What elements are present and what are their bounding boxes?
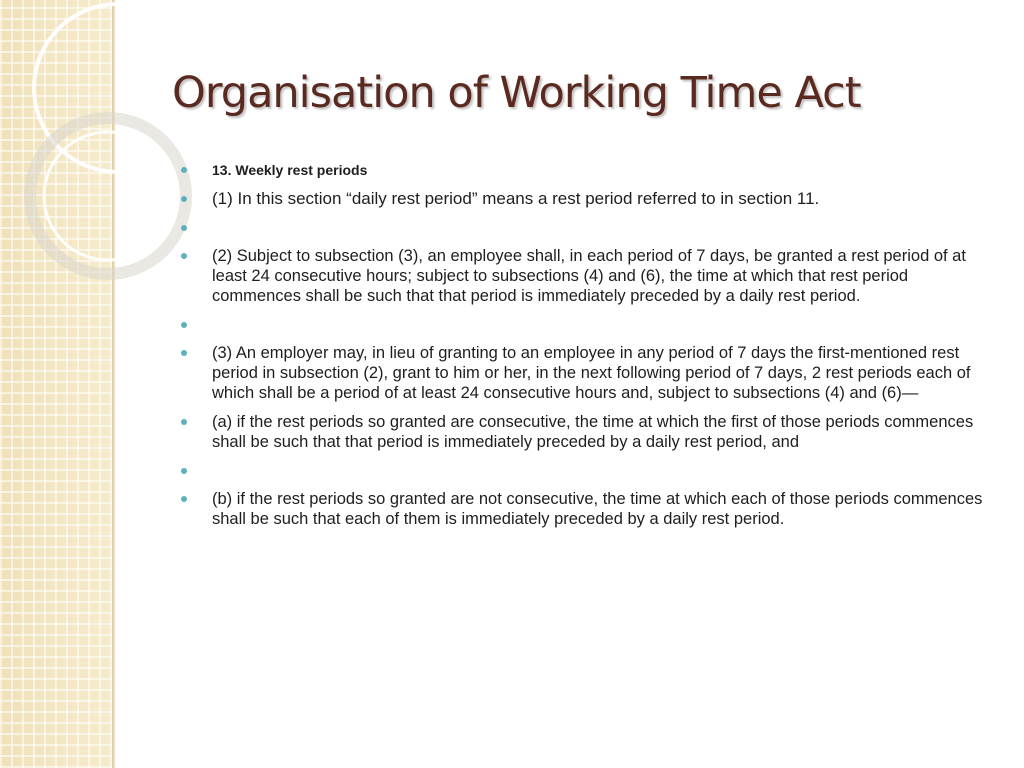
slide-title: Organisation of Working Time Act — [172, 68, 861, 118]
paragraph-b-text: (b) if the rest periods so granted are not consecutive, the time at which each of those periods commences shall be such that each of them is immediately preceded by a daily rest period. — [212, 490, 983, 528]
bullet-dot-icon — [181, 167, 187, 173]
list-item — [180, 343, 990, 403]
list-item — [180, 246, 990, 306]
bullet-dot-icon — [181, 253, 187, 259]
list-item — [180, 160, 990, 180]
paragraph-a-text: (a) if the rest periods so granted are consecutive, the time at which the first of those periods commences shall be such that that period is immediately preceded by a daily rest period, and — [212, 413, 974, 451]
list-item — [180, 189, 990, 209]
empty-list-item — [180, 218, 990, 238]
subsection-2-text: (2) Subject to subsection (3), an employee shall, in each period of 7 days, be granted a rest period of at least 24 consecutive hours; subject to subsections (4) and (6), the time at which that rest period commences shall be such that that period is immediately preceded by a daily rest period. — [212, 247, 966, 305]
subsection-3-text: (3) An employer may, in lieu of granting to an employee in any period of 7 days the first-mentioned rest period in subsection (2), grant to him or her, in the next following period of 7 days, 2 rest periods each of which shall be a period of at least 24 consecutive hours and, subject to subsections (4) and (6)— — [212, 344, 971, 402]
list-item — [180, 412, 990, 452]
subsection-1-text: (1) In this section “daily rest period” means a rest period referred to in section 11. — [212, 189, 820, 208]
bullet-dot-icon — [181, 468, 187, 474]
bullet-dot-icon — [181, 496, 187, 502]
empty-list-item — [180, 315, 990, 335]
list-item — [180, 489, 990, 529]
empty-list-item — [180, 461, 990, 481]
bullet-list — [180, 160, 990, 538]
decorative-ring-medium — [30, 118, 186, 274]
bullet-dot-icon — [181, 322, 187, 328]
decorative-ring-inner — [44, 132, 172, 260]
bullet-dot-icon — [181, 196, 187, 202]
section-heading: 13. Weekly rest periods — [212, 162, 368, 178]
bullet-dot-icon — [181, 419, 187, 425]
bullet-dot-icon — [181, 225, 187, 231]
bullet-dot-icon — [181, 350, 187, 356]
